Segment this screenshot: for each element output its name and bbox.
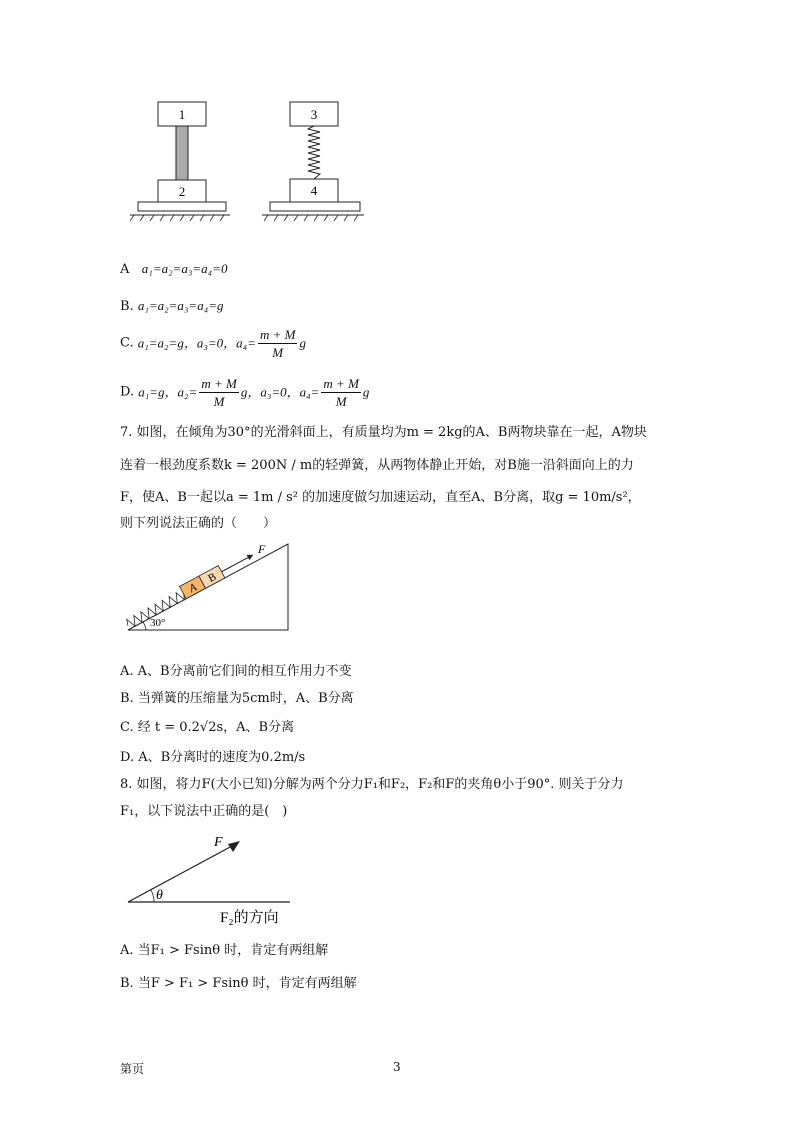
q7-option-a: A. A、B分离前它们间的相互作用力不变 bbox=[120, 664, 352, 679]
q6-option-a: A a₁=a₂=a₃=a₄=0 bbox=[120, 261, 228, 277]
block-4-label: 4 bbox=[310, 183, 318, 198]
footer-left: 第页 bbox=[120, 1062, 145, 1076]
block-1-label: 1 bbox=[178, 107, 186, 122]
f-label: F bbox=[214, 835, 223, 850]
force-label: F bbox=[258, 542, 266, 556]
theta-label: θ bbox=[156, 888, 163, 903]
f2-direction-label: F₂的方向 bbox=[220, 910, 279, 926]
block-b-label: B bbox=[206, 570, 219, 585]
angle-label: 30° bbox=[150, 617, 166, 629]
block-a-label: A bbox=[187, 581, 199, 596]
q7-option-b: B. 当弹簧的压缩量为5cm时，A、B分离 bbox=[120, 691, 354, 706]
fraction: $\frac{m + M}{M}$ bbox=[201, 376, 237, 409]
force-figure bbox=[120, 832, 310, 930]
incline-figure bbox=[118, 538, 298, 636]
block-3-label: 3 bbox=[310, 107, 318, 122]
q6-option-c: C. a₁=a₂=g，a₃=0，a₄= $\frac{m + M}{M}$ g bbox=[120, 327, 306, 360]
q7-option-c: C. 经 t = 0.2√2s，A、B分离 bbox=[120, 720, 295, 735]
q7-stem-line4: 则下列说法正确的（ ） bbox=[120, 516, 277, 531]
q8-stem-line2: F₁，以下说法中正确的是( ) bbox=[120, 804, 288, 819]
q8-option-a: A. 当F₁ > Fsinθ 时，肯定有两组解 bbox=[120, 943, 329, 958]
block-2-label: 2 bbox=[178, 184, 186, 199]
q8-stem-line1: 8. 如图，将力F(大小已知)分解为两个分力F₁和F₂，F₂和F的夹角θ小于90°. 则关于分力 bbox=[120, 777, 624, 792]
q6-option-b: B. a₁=a₂=a₃=a₄=g bbox=[120, 298, 224, 314]
q7-option-d: D. A、B分离时的速度为0.2m/s bbox=[120, 750, 306, 765]
blocks-figure bbox=[130, 95, 380, 225]
fraction: $\frac{m + M}{M}$ bbox=[259, 327, 296, 360]
page-number: 3 bbox=[393, 1060, 401, 1074]
q7-stem-line1: 7. 如图，在倾角为30°的光滑斜面上，有质量均为m = 2kg的A、B两物块靠在一起，A物块 bbox=[120, 425, 647, 440]
q7-stem-line3: F，使A、B一起以a = 1m / s² 的加速度做匀加速运动，直至A、B分离，取g = 10m/s²， bbox=[120, 490, 641, 505]
fraction: $\frac{m + M}{M}$ bbox=[323, 376, 359, 409]
q6-option-d: D. a₁=g，a₂= $\frac{m + M}{M}$ g，a₃=0，a₄= $\frac{m + M}{M}$ g bbox=[120, 376, 370, 409]
q7-stem-line2: 连着一根劲度系数k = 200N / m的轻弹簧，从两物体静止开始，对B施一沿斜面向上的力 bbox=[120, 458, 634, 473]
q8-option-b: B. 当F > F₁ > Fsinθ 时，肯定有两组解 bbox=[120, 976, 357, 991]
